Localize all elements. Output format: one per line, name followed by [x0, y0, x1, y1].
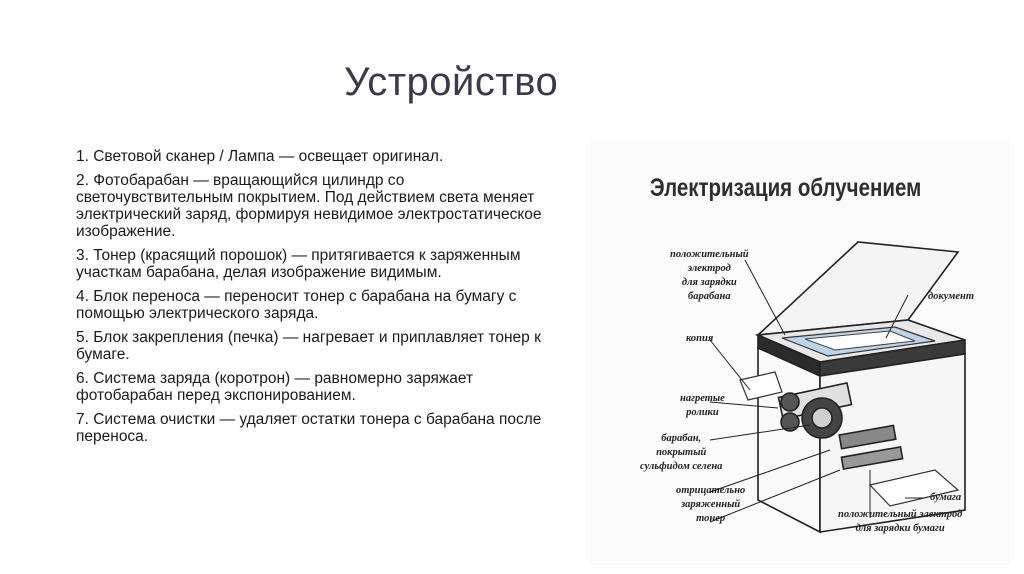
label-paper: бумага — [930, 492, 962, 503]
list-item: 2. Фотобарабан — вращающийся цилиндр со светочувствительным покрытием. Под действием света меняет электрический заряд, формируя невидимое электростатическое изображение. — [76, 172, 542, 240]
label-drum: барабан, покрытый сульфидом селена — [640, 433, 723, 472]
slide-title: Устройство — [344, 60, 559, 104]
list-item: 6. Система заряда (коротрон) — равномерно заряжает фотобарабан перед экспонированием. — [76, 370, 474, 404]
label-positive-electrode: положительный электрод для зарядки барабана — [670, 249, 749, 302]
label-document: документ — [928, 291, 975, 302]
heated-roller-top — [781, 393, 799, 411]
list-item: 5. Блок закрепления (печка) — нагревает и приплавляет тонер к бумаге. — [76, 329, 541, 363]
figure-title: Электризация облучением — [650, 174, 922, 202]
copier-lid — [758, 242, 958, 335]
list-item: 4. Блок переноса — переносит тонер с барабана на бумагу с помощью электрического заряда. — [76, 288, 517, 322]
list-item: 7. Система очистки — удаляет остатки тонера с барабана после переноса. — [76, 411, 542, 445]
label-heated-rollers: нагретые ролики — [680, 393, 725, 418]
list-item: 3. Тонер (красящий порошок) — притягивается к заряженным участкам барабана, делая изображение видимым. — [76, 247, 521, 281]
label-copy: копия — [686, 333, 714, 344]
list-item: 1. Световой сканер / Лампа — освещает оригинал. — [76, 148, 444, 165]
device-parts-list — [76, 148, 546, 452]
label-paper-electrode: положительный электрод для зарядки бумаги — [838, 509, 963, 534]
label-toner: отрицательно заряженный тонер — [676, 485, 746, 524]
drum-core — [812, 408, 832, 428]
